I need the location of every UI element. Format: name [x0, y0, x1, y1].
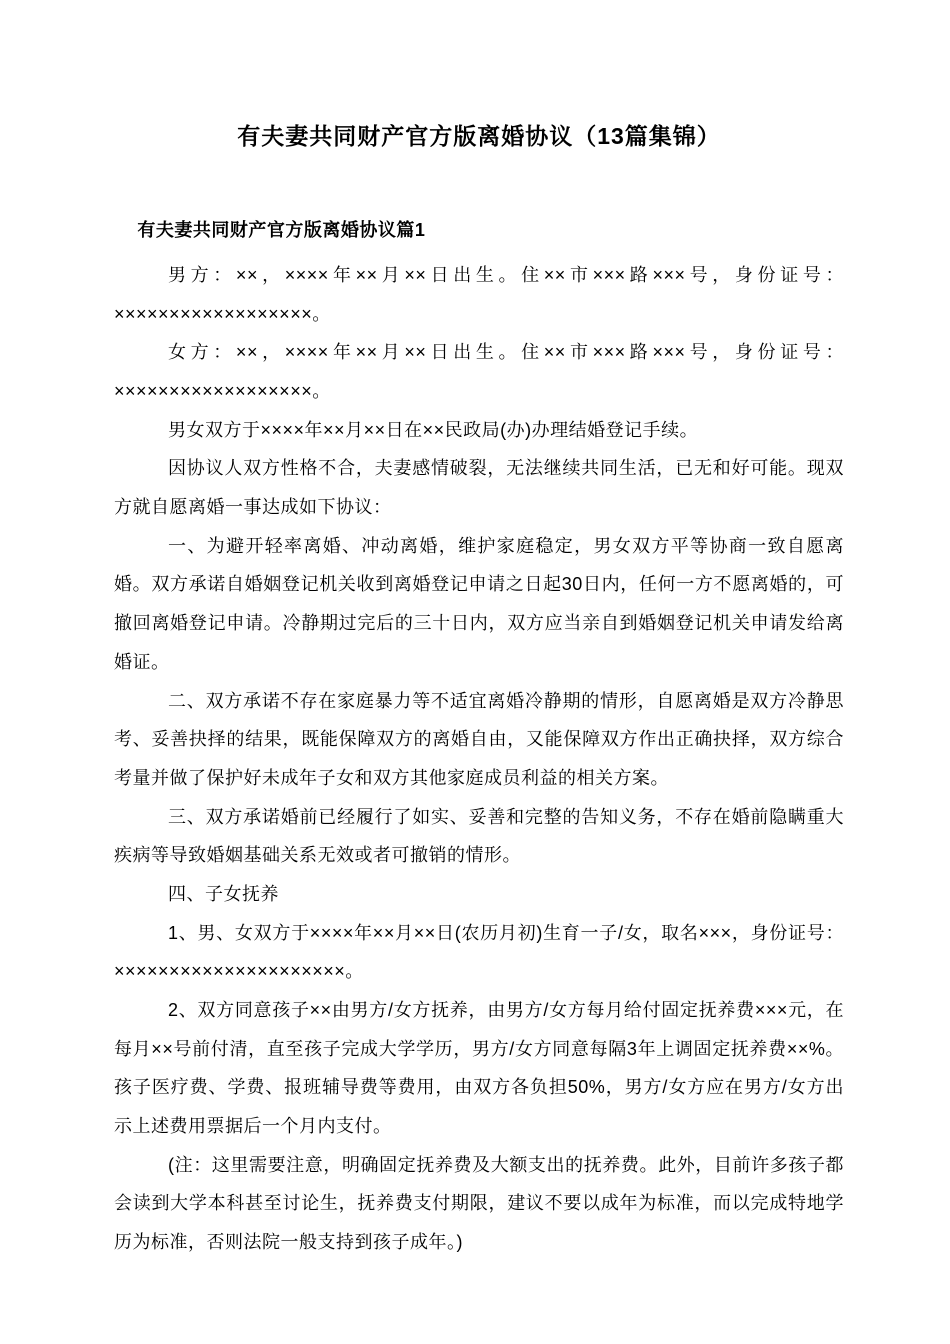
- section-heading: 有夫妻共同财产官方版离婚协议篇1: [137, 220, 426, 241]
- paragraph-preamble: 因协议人双方性格不合，夫妻感情破裂，无法继续共同生活，已无和好可能。现双方就自愿离婚一事达成如下协议：: [114, 458, 844, 518]
- paragraph-note: (注：这里需要注意，明确固定抚养费及大额支出的抚养费。此外，目前许多孩子都会读到大学本科甚至讨论生，抚养费支付期限，建议不要以成年为标准，而以完成特地学历为标准，否则法院一般支持到孩子成年。): [114, 1154, 844, 1253]
- paragraph-clause-1: 一、为避开轻率离婚、冲动离婚，维护家庭稳定，男女双方平等协商一致自愿离婚。双方承诺自婚姻登记机关收到离婚登记申请之日起30日内，任何一方不愿离婚的，可撤回离婚登记申请。冷静期过完后的三十日内，双方应当亲自到婚姻登记机关申请发给离婚证。: [114, 535, 844, 672]
- document-title: 有夫妻共同财产官方版离婚协议（13篇集锦）: [237, 123, 721, 149]
- paragraph-child-support: 2、双方同意孩子××由男方/女方抚养，由男方/女方每月给付固定抚养费×××元，在每月××号前付清，直至孩子完成大学学历，男方/女方同意每隔3年上调固定抚养费××%。孩子医疗费、学费、报班辅导费等费用，由双方各负担50%，男方/女方应在男方/女方出示上述费用票据后一个月内支付。: [114, 1000, 844, 1137]
- paragraph-child-info: 1、男、女双方于××××年××月××日(农历月初)生育一子/女，取名×××，身份证号：×××××××××××××××××××××。: [114, 922, 844, 982]
- paragraph-clause-2: 二、双方承诺不存在家庭暴力等不适宜离婚冷静期的情形，自愿离婚是双方冷静思考、妥善抉择的结果，既能保障双方的离婚自由，又能保障双方作出正确抉择，双方综合考量并做了保护好未成年子女和双方其他家庭成员利益的相关方案。: [114, 690, 844, 788]
- paragraph-clause-3: 三、双方承诺婚前已经履行了如实、妥善和完整的告知义务，不存在婚前隐瞒重大疾病等导致婚姻基础关系无效或者可撤销的情形。: [114, 806, 844, 866]
- paragraph-clause-4-heading: 四、子女抚养: [168, 883, 279, 904]
- paragraph-party-female: 女方：××，××××年××月××日出生。住××市×××路×××号，身份证号：××××××××××××××××××。: [114, 342, 844, 402]
- paragraph-marriage-registration: 男女双方于××××年××月××日在××民政局(办)办理结婚登记手续。: [168, 419, 699, 440]
- paragraph-party-male: 男方：××，××××年××月××日出生。住××市×××路×××号，身份证号：××××××××××××××××××。: [114, 264, 844, 324]
